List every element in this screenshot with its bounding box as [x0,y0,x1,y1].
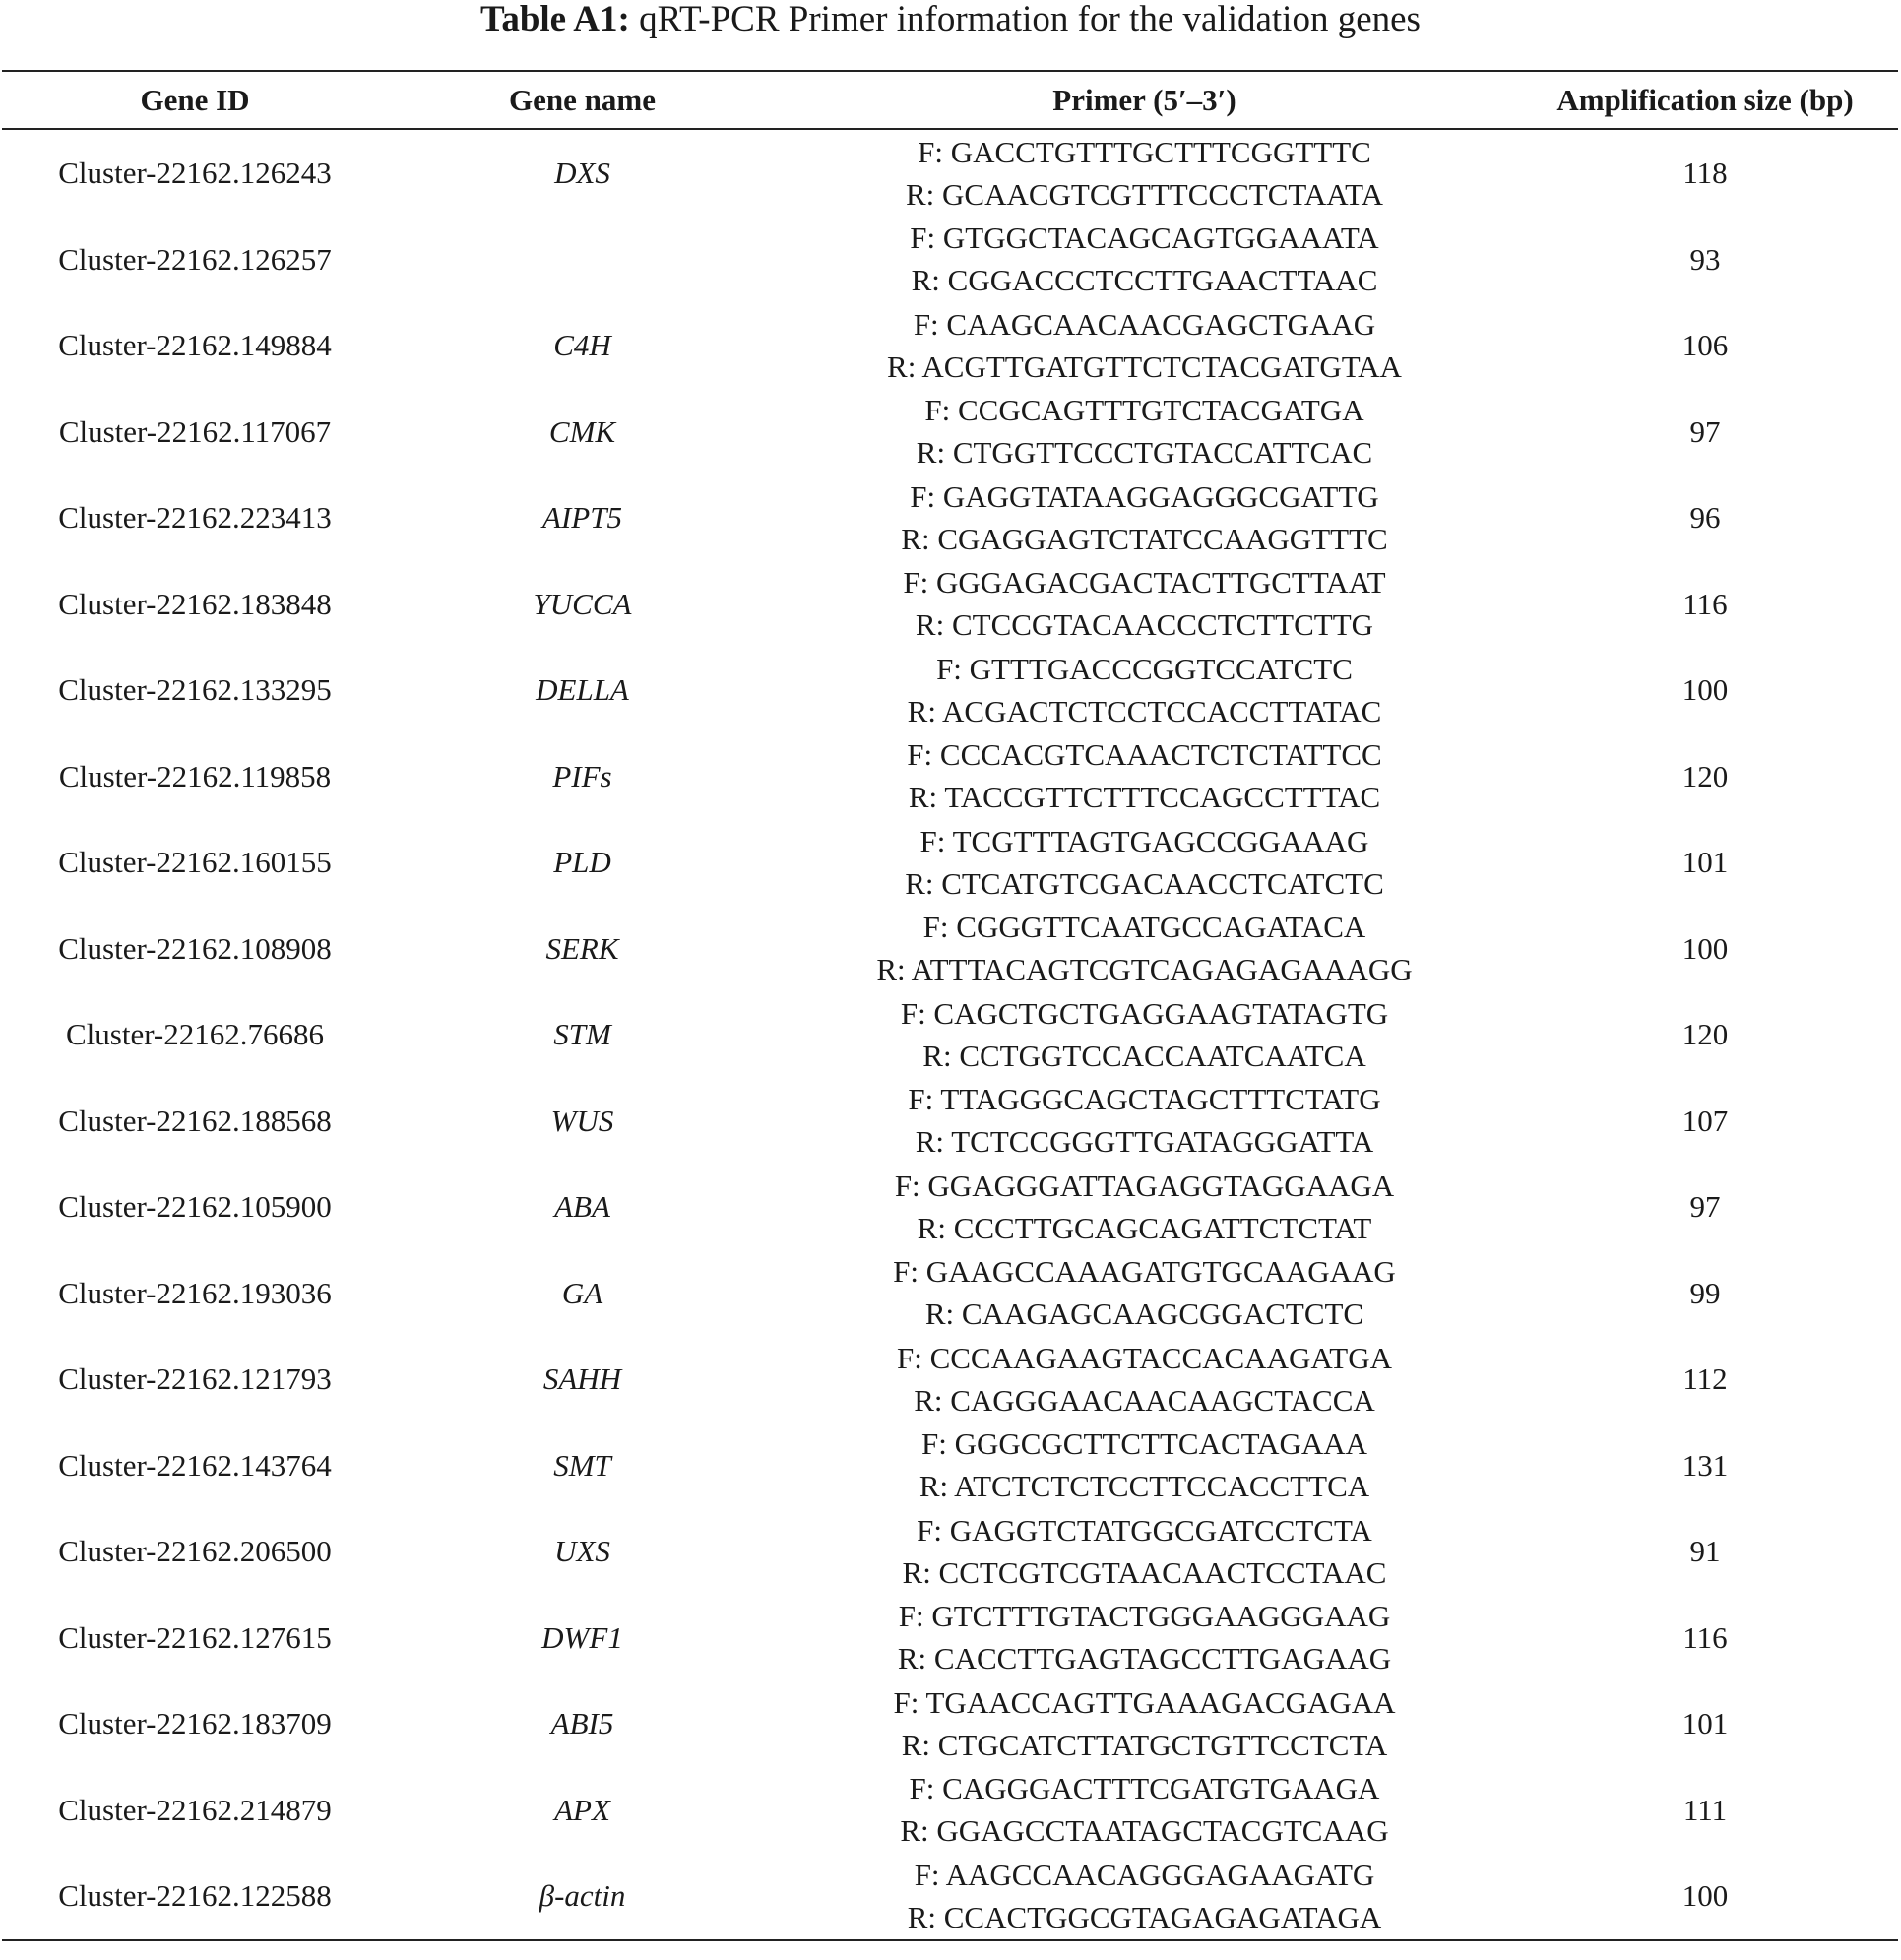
gene-name-cell [388,1595,777,1681]
forward-primer: F: GAGGTCTATGGCGATCCTCTA [917,1512,1372,1548]
gene-name: PIFs [552,758,612,793]
primer-cell [777,1853,1512,1940]
forward-primer: F: GGGCGCTTCTTCACTAGAAA [920,1426,1368,1462]
table-header-row [2,71,1898,129]
table-row [2,733,1898,820]
reverse-primer: R: CAAGAGCAAGCGGACTCTC [924,1296,1364,1332]
header-amplification-size: Amplification size (bp) [1512,71,1898,129]
forward-primer: F: CCCACGTCAAACTCTCTATTCC [907,737,1382,773]
caption-text: qRT-PCR Primer information for the validation genes [639,0,1421,39]
primer-cell [777,129,1512,217]
gene-name-cell [388,1767,777,1854]
reverse-primer: R: CTCCGTACAACCCTCTTCTTG [915,607,1374,643]
table-row [2,1508,1898,1595]
gene-name: STM [553,1017,611,1052]
gene-name: APX [554,1792,610,1827]
gene-id-cell: Cluster-22162.122588 [58,1878,332,1914]
gene-name: SERK [545,930,619,966]
primer-cell [777,1250,1512,1337]
primer-table [2,70,1898,1941]
forward-primer: F: TTAGGGCAGCTAGCTTTCTATG [908,1082,1381,1117]
forward-primer: F: TCGTTTAGTGAGCCGGAAAG [919,823,1369,858]
reverse-primer: R: CTGCATCTTATGCTGTTCCTCTA [901,1727,1388,1762]
table-row [2,1423,1898,1509]
primer-cell [777,1336,1512,1423]
reverse-primer: R: TACCGTTCTTTCCAGCCTTTAC [908,780,1381,815]
amplification-size-cell: 101 [1681,845,1729,880]
gene-id-cell: Cluster-22162.214879 [58,1792,332,1827]
table-row [2,389,1898,475]
forward-primer: F: CGGGTTCAATGCCAGATACA [922,910,1366,945]
forward-primer: F: GTTTGACCCGGTCCATCTC [936,651,1353,686]
gene-name: WUS [550,1103,614,1138]
reverse-primer: R: CTGGTTCCCTGTACCATTCAC [916,435,1373,471]
gene-name: DELLA [536,672,629,708]
gene-name: β-actin [539,1878,626,1914]
gene-id-cell: Cluster-22162.188568 [58,1103,332,1138]
gene-name: ABA [554,1189,610,1225]
gene-id-cell: Cluster-22162.126257 [58,241,332,277]
primer-cell [777,389,1512,475]
gene-name-cell [388,1508,777,1595]
gene-id-cell: Cluster-22162.105900 [58,1189,332,1225]
amplification-size-cell: 111 [1682,1792,1728,1827]
gene-name-cell [388,1336,777,1423]
amplification-size-cell: 120 [1681,758,1729,793]
reverse-primer: R: ACGACTCTCCTCCACCTTATAC [907,693,1382,728]
primer-cell [777,1508,1512,1595]
gene-name-cell [388,819,777,906]
primer-cell [777,1078,1512,1165]
table-caption [0,0,1901,43]
header-primer: Primer (5′–3′) [777,71,1512,129]
amplification-size-cell: 100 [1681,1878,1729,1914]
amplification-size-cell: 118 [1682,156,1728,191]
gene-name-cell [388,561,777,648]
gene-name-cell [388,302,777,389]
forward-primer: F: CAAGCAACAACGAGCTGAAG [913,306,1376,342]
primer-cell [777,302,1512,389]
gene-name: UXS [554,1534,610,1569]
gene-name: AIPT5 [542,500,622,536]
forward-primer: F: CAGGGACTTTCGATGTGAAGA [909,1771,1380,1806]
reverse-primer: R: GGAGCCTAATAGCTACGTCAAG [900,1813,1389,1849]
table-body [2,129,1898,1940]
gene-name-cell [388,647,777,733]
gene-id-cell: Cluster-22162.133295 [58,672,332,708]
table-row [2,217,1898,303]
primer-cell [777,1767,1512,1854]
reverse-primer: R: CCTCGTCGTAACAACTCCTAAC [902,1554,1387,1590]
table-row [2,561,1898,648]
table-row [2,1164,1898,1250]
gene-name-cell [388,1423,777,1509]
gene-name: SMT [553,1447,611,1483]
table-row [2,474,1898,561]
reverse-primer: R: CCCTTGCAGCAGATTCTCTAT [917,1210,1372,1245]
primer-cell [777,1595,1512,1681]
amplification-size-cell: 93 [1689,241,1721,277]
table-row [2,1336,1898,1423]
gene-id-cell: Cluster-22162.121793 [58,1361,332,1397]
amplification-size-cell: 116 [1682,1619,1728,1655]
gene-id-cell: Cluster-22162.117067 [58,413,332,449]
primer-cell [777,733,1512,820]
gene-name-cell [388,1853,777,1940]
forward-primer: F: GACCTGTTTGCTTTCGGTTTC [918,134,1371,169]
gene-id-cell: Cluster-22162.149884 [58,328,332,363]
reverse-primer: R: CGGACCCTCCTTGAACTTAAC [911,263,1378,298]
gene-id-cell: Cluster-22162.108908 [58,930,332,966]
primer-cell [777,474,1512,561]
gene-name-cell [388,906,777,992]
header-gene-id: Gene ID [2,71,388,129]
reverse-primer: R: CCACTGGCGTAGAGAGATAGA [907,1899,1382,1934]
amplification-size-cell: 100 [1681,672,1729,708]
gene-name: GA [561,1275,603,1310]
forward-primer: F: GGAGGGATTAGAGGTAGGAAGA [894,1168,1395,1203]
gene-name-cell [388,733,777,820]
amplification-size-cell: 112 [1682,1361,1728,1397]
gene-name-cell [388,129,777,217]
gene-id-cell: Cluster-22162.126243 [58,156,332,191]
gene-id-cell: Cluster-22162.160155 [58,845,332,880]
primer-cell [777,1680,1512,1767]
gene-id-cell: Cluster-22162.223413 [58,500,332,536]
primer-cell [777,1164,1512,1250]
forward-primer: F: GAAGCCAAAGATGTGCAAGAAG [893,1254,1396,1290]
primer-cell [777,561,1512,648]
gene-name-cell [388,1250,777,1337]
gene-name: C4H [553,328,611,363]
table-row [2,1078,1898,1165]
gene-id-cell: Cluster-22162.183709 [58,1706,332,1741]
gene-name-cell [388,474,777,561]
primer-cell [777,991,1512,1078]
primer-cell [777,217,1512,303]
reverse-primer: R: GCAACGTCGTTTCCCTCTAATA [905,176,1384,212]
forward-primer: F: GTCTTTGTACTGGGAAGGGAAG [898,1599,1391,1634]
gene-name-cell [388,217,777,303]
gene-id-cell: Cluster-22162.206500 [58,1534,332,1569]
amplification-size-cell: 96 [1689,500,1721,536]
gene-name: DWF1 [541,1619,623,1655]
gene-name: YUCCA [533,586,632,621]
table-row [2,129,1898,217]
forward-primer: F: CAGCTGCTGAGGAAGTATAGTG [900,995,1389,1031]
forward-primer: F: GTGGCTACAGCAGTGGAAATA [910,221,1379,256]
amplification-size-cell: 99 [1689,1275,1721,1310]
reverse-primer: R: ATCTCTCTCCTTCCACCTTCA [919,1469,1370,1504]
header-gene-name: Gene name [388,71,777,129]
reverse-primer: R: TCTCCGGGTTGATAGGGATTA [915,1124,1374,1160]
gene-name-cell [388,1164,777,1250]
reverse-primer: R: CGAGGAGTCTATCCAAGGTTTC [901,521,1388,556]
gene-name: PLD [553,845,611,880]
gene-id-cell: Cluster-22162.193036 [58,1275,332,1310]
forward-primer: F: CCGCAGTTTGTCTACGATGA [924,393,1364,428]
reverse-primer: R: CCTGGTCCACCAATCAATCA [922,1038,1366,1073]
table-row [2,1250,1898,1337]
table-row [2,906,1898,992]
amplification-size-cell: 91 [1689,1534,1721,1569]
table-row [2,1595,1898,1681]
amplification-size-cell: 97 [1689,1189,1721,1225]
primer-cell [777,647,1512,733]
table-row [2,302,1898,389]
forward-primer: F: GAGGTATAAGGAGGGCGATTG [910,478,1379,514]
table-row [2,1767,1898,1854]
amplification-size-cell: 116 [1682,586,1728,621]
primer-cell [777,906,1512,992]
forward-primer: F: GGGAGACGACTACTTGCTTAAT [903,565,1386,601]
caption-label: Table A1: [480,0,630,39]
forward-primer: F: TGAACCAGTTGAAAGACGAGAA [893,1684,1396,1720]
gene-id-cell: Cluster-22162.76686 [65,1017,324,1052]
reverse-primer: R: CACCTTGAGTAGCCTTGAGAAG [897,1641,1392,1676]
table-row [2,1853,1898,1940]
gene-id-cell: Cluster-22162.127615 [58,1619,332,1655]
amplification-size-cell: 100 [1681,930,1729,966]
reverse-primer: R: CAGGGAACAACAAGCTACCA [914,1382,1375,1418]
table-row [2,1680,1898,1767]
table-row [2,647,1898,733]
gene-name: CMK [548,413,616,449]
amplification-size-cell: 97 [1689,413,1721,449]
amplification-size-cell: 101 [1681,1706,1729,1741]
primer-cell [777,1423,1512,1509]
table-row [2,991,1898,1078]
primer-cell [777,819,1512,906]
amplification-size-cell: 106 [1681,328,1729,363]
gene-id-cell: Cluster-22162.183848 [58,586,332,621]
gene-name: SAHH [542,1361,622,1397]
gene-name-cell [388,389,777,475]
amplification-size-cell: 131 [1681,1447,1729,1483]
gene-name-cell [388,991,777,1078]
gene-name: ABI5 [550,1706,614,1741]
forward-primer: F: AAGCCAACAGGGAGAAGATG [914,1857,1375,1892]
amplification-size-cell: 107 [1681,1103,1729,1138]
gene-name: DXS [554,156,610,191]
reverse-primer: R: ACGTTGATGTTCTCTACGATGTAA [887,348,1402,384]
amplification-size-cell: 120 [1681,1017,1729,1052]
reverse-primer: R: ATTTACAGTCGTCAGAGAGAAAGG [876,952,1413,987]
gene-id-cell: Cluster-22162.143764 [58,1447,332,1483]
gene-name-cell [388,1078,777,1165]
table-row [2,819,1898,906]
gene-name-cell [388,1680,777,1767]
gene-id-cell: Cluster-22162.119858 [58,758,332,793]
reverse-primer: R: CTCATGTCGACAACCTCATCTC [905,865,1384,901]
forward-primer: F: CCCAAGAAGTACCACAAGATGA [896,1340,1393,1375]
